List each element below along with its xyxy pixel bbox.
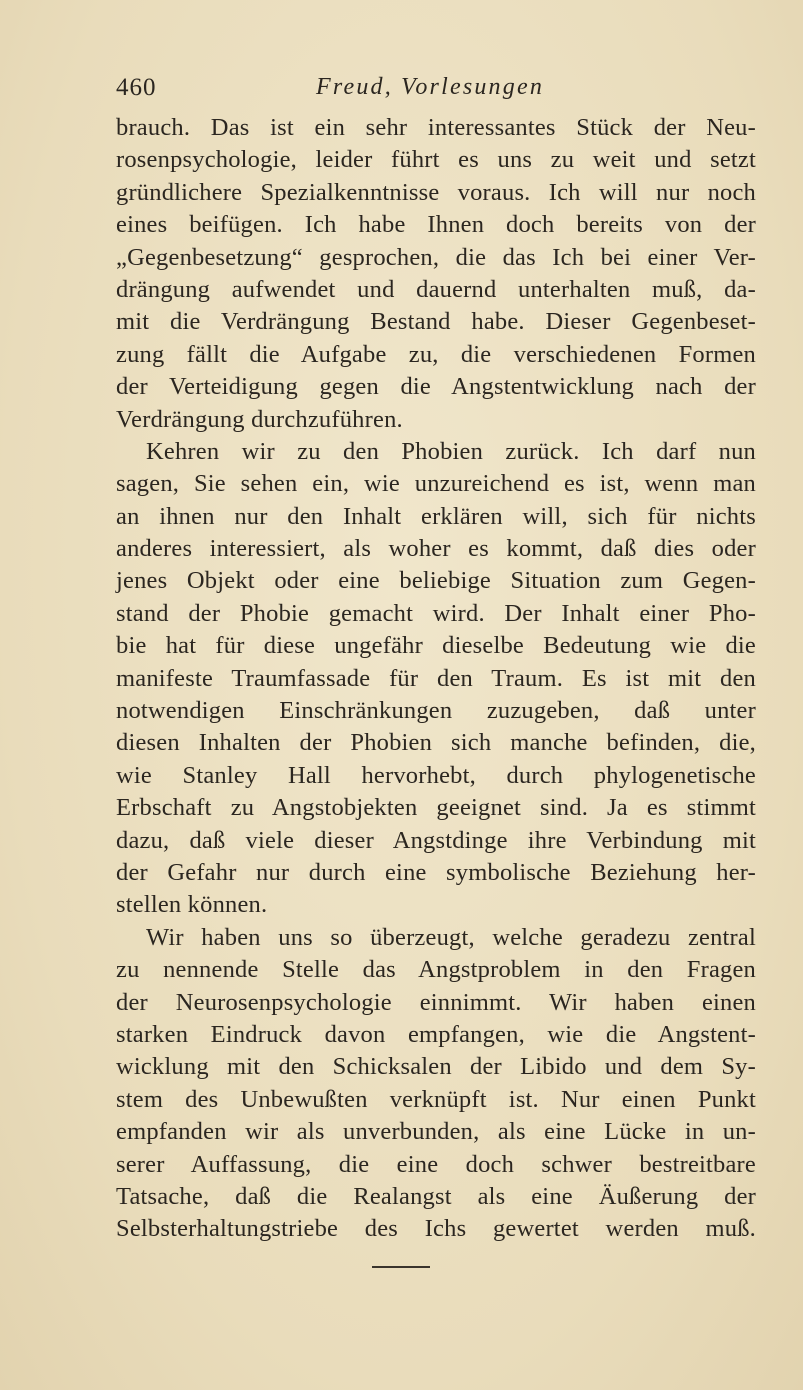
- text-line: empfanden wir als unverbunden, als eine Lücke in un-: [116, 1118, 756, 1146]
- text-line: Kehren wir zu den Phobien zurück. Ich darf nun: [146, 437, 756, 465]
- text-line: zu nennende Stelle das Angstproblem in den Fragen: [116, 956, 756, 984]
- text-line: gründlichere Spezialkenntnisse voraus. Ich will nur noch: [116, 178, 756, 206]
- text-line: serer Auffassung, die eine doch schwer bestreitbare: [116, 1150, 756, 1178]
- text-line: anderes interessiert, als woher es kommt, daß dies oder: [116, 535, 756, 563]
- text-line: sagen, Sie sehen ein, wie unzureichend es ist, wenn man: [116, 470, 756, 498]
- text-line: wie Stanley Hall hervorhebt, durch phylogenetische: [116, 761, 756, 789]
- text-line: der Verteidigung gegen die Angstentwicklung nach der: [116, 373, 756, 401]
- text-line: wicklung mit den Schicksalen der Libido und dem Sy-: [116, 1053, 756, 1081]
- running-title: Freud, Vorlesungen: [316, 74, 545, 100]
- text-line: „Gegenbesetzung“ gesprochen, die das Ich bei einer Ver-: [116, 243, 756, 271]
- text-line: eines beifügen. Ich habe Ihnen doch bereits von der: [116, 211, 756, 239]
- text-line: zung fällt die Aufgabe zu, die verschiedenen Formen: [116, 340, 756, 368]
- text-line: bie hat für diese ungefähr dieselbe Bedeutung wie die: [116, 632, 756, 660]
- text-line: stellen können.: [116, 891, 268, 919]
- text-line: der Neurosenpsychologie einnimmt. Wir haben einen: [116, 988, 756, 1016]
- text-line: notwendigen Einschränkungen zuzugeben, daß unter: [116, 697, 756, 725]
- text-line: Verdrängung durchzuführen.: [116, 405, 403, 433]
- text-line: an ihnen nur den Inhalt erklären will, sich für nichts: [116, 502, 756, 530]
- end-rule: [372, 1266, 430, 1268]
- text-line: der Gefahr nur durch eine symbolische Beziehung her-: [116, 858, 756, 886]
- page-number: 460: [116, 74, 157, 101]
- text-line: Selbsterhaltungstriebe des Ichs gewertet werden muß.: [116, 1215, 756, 1243]
- text-line: jenes Objekt oder eine beliebige Situation zum Gegen-: [116, 567, 756, 595]
- text-line: stand der Phobie gemacht wird. Der Inhalt einer Pho-: [116, 599, 756, 627]
- text-line: Tatsache, daß die Realangst als eine Äußerung der: [116, 1182, 756, 1210]
- text-line: manifeste Traumfassade für den Traum. Es ist mit den: [116, 664, 756, 692]
- page-header: [116, 74, 756, 106]
- text-line: Wir haben uns so überzeugt, welche geradezu zentral: [146, 923, 756, 951]
- text-line: stem des Unbewußten verknüpft ist. Nur einen Punkt: [116, 1085, 756, 1113]
- text-line: rosenpsychologie, leider führt es uns zu weit und setzt: [116, 146, 756, 174]
- body-text: [116, 112, 756, 1246]
- text-line: starken Eindruck davon empfangen, wie die Angstent-: [116, 1020, 756, 1048]
- text-line: mit die Verdrängung Bestand habe. Dieser Gegenbeset-: [116, 308, 756, 336]
- text-line: diesen Inhalten der Phobien sich manche befinden, die,: [116, 729, 756, 757]
- text-line: drängung aufwendet und dauernd unterhalten muß, da-: [116, 275, 756, 303]
- text-line: brauch. Das ist ein sehr interessantes Stück der Neu-: [116, 114, 756, 141]
- text-line: dazu, daß viele dieser Angstdinge ihre Verbindung mit: [116, 826, 756, 854]
- text-line: Erbschaft zu Angstobjekten geeignet sind. Ja es stimmt: [116, 794, 756, 822]
